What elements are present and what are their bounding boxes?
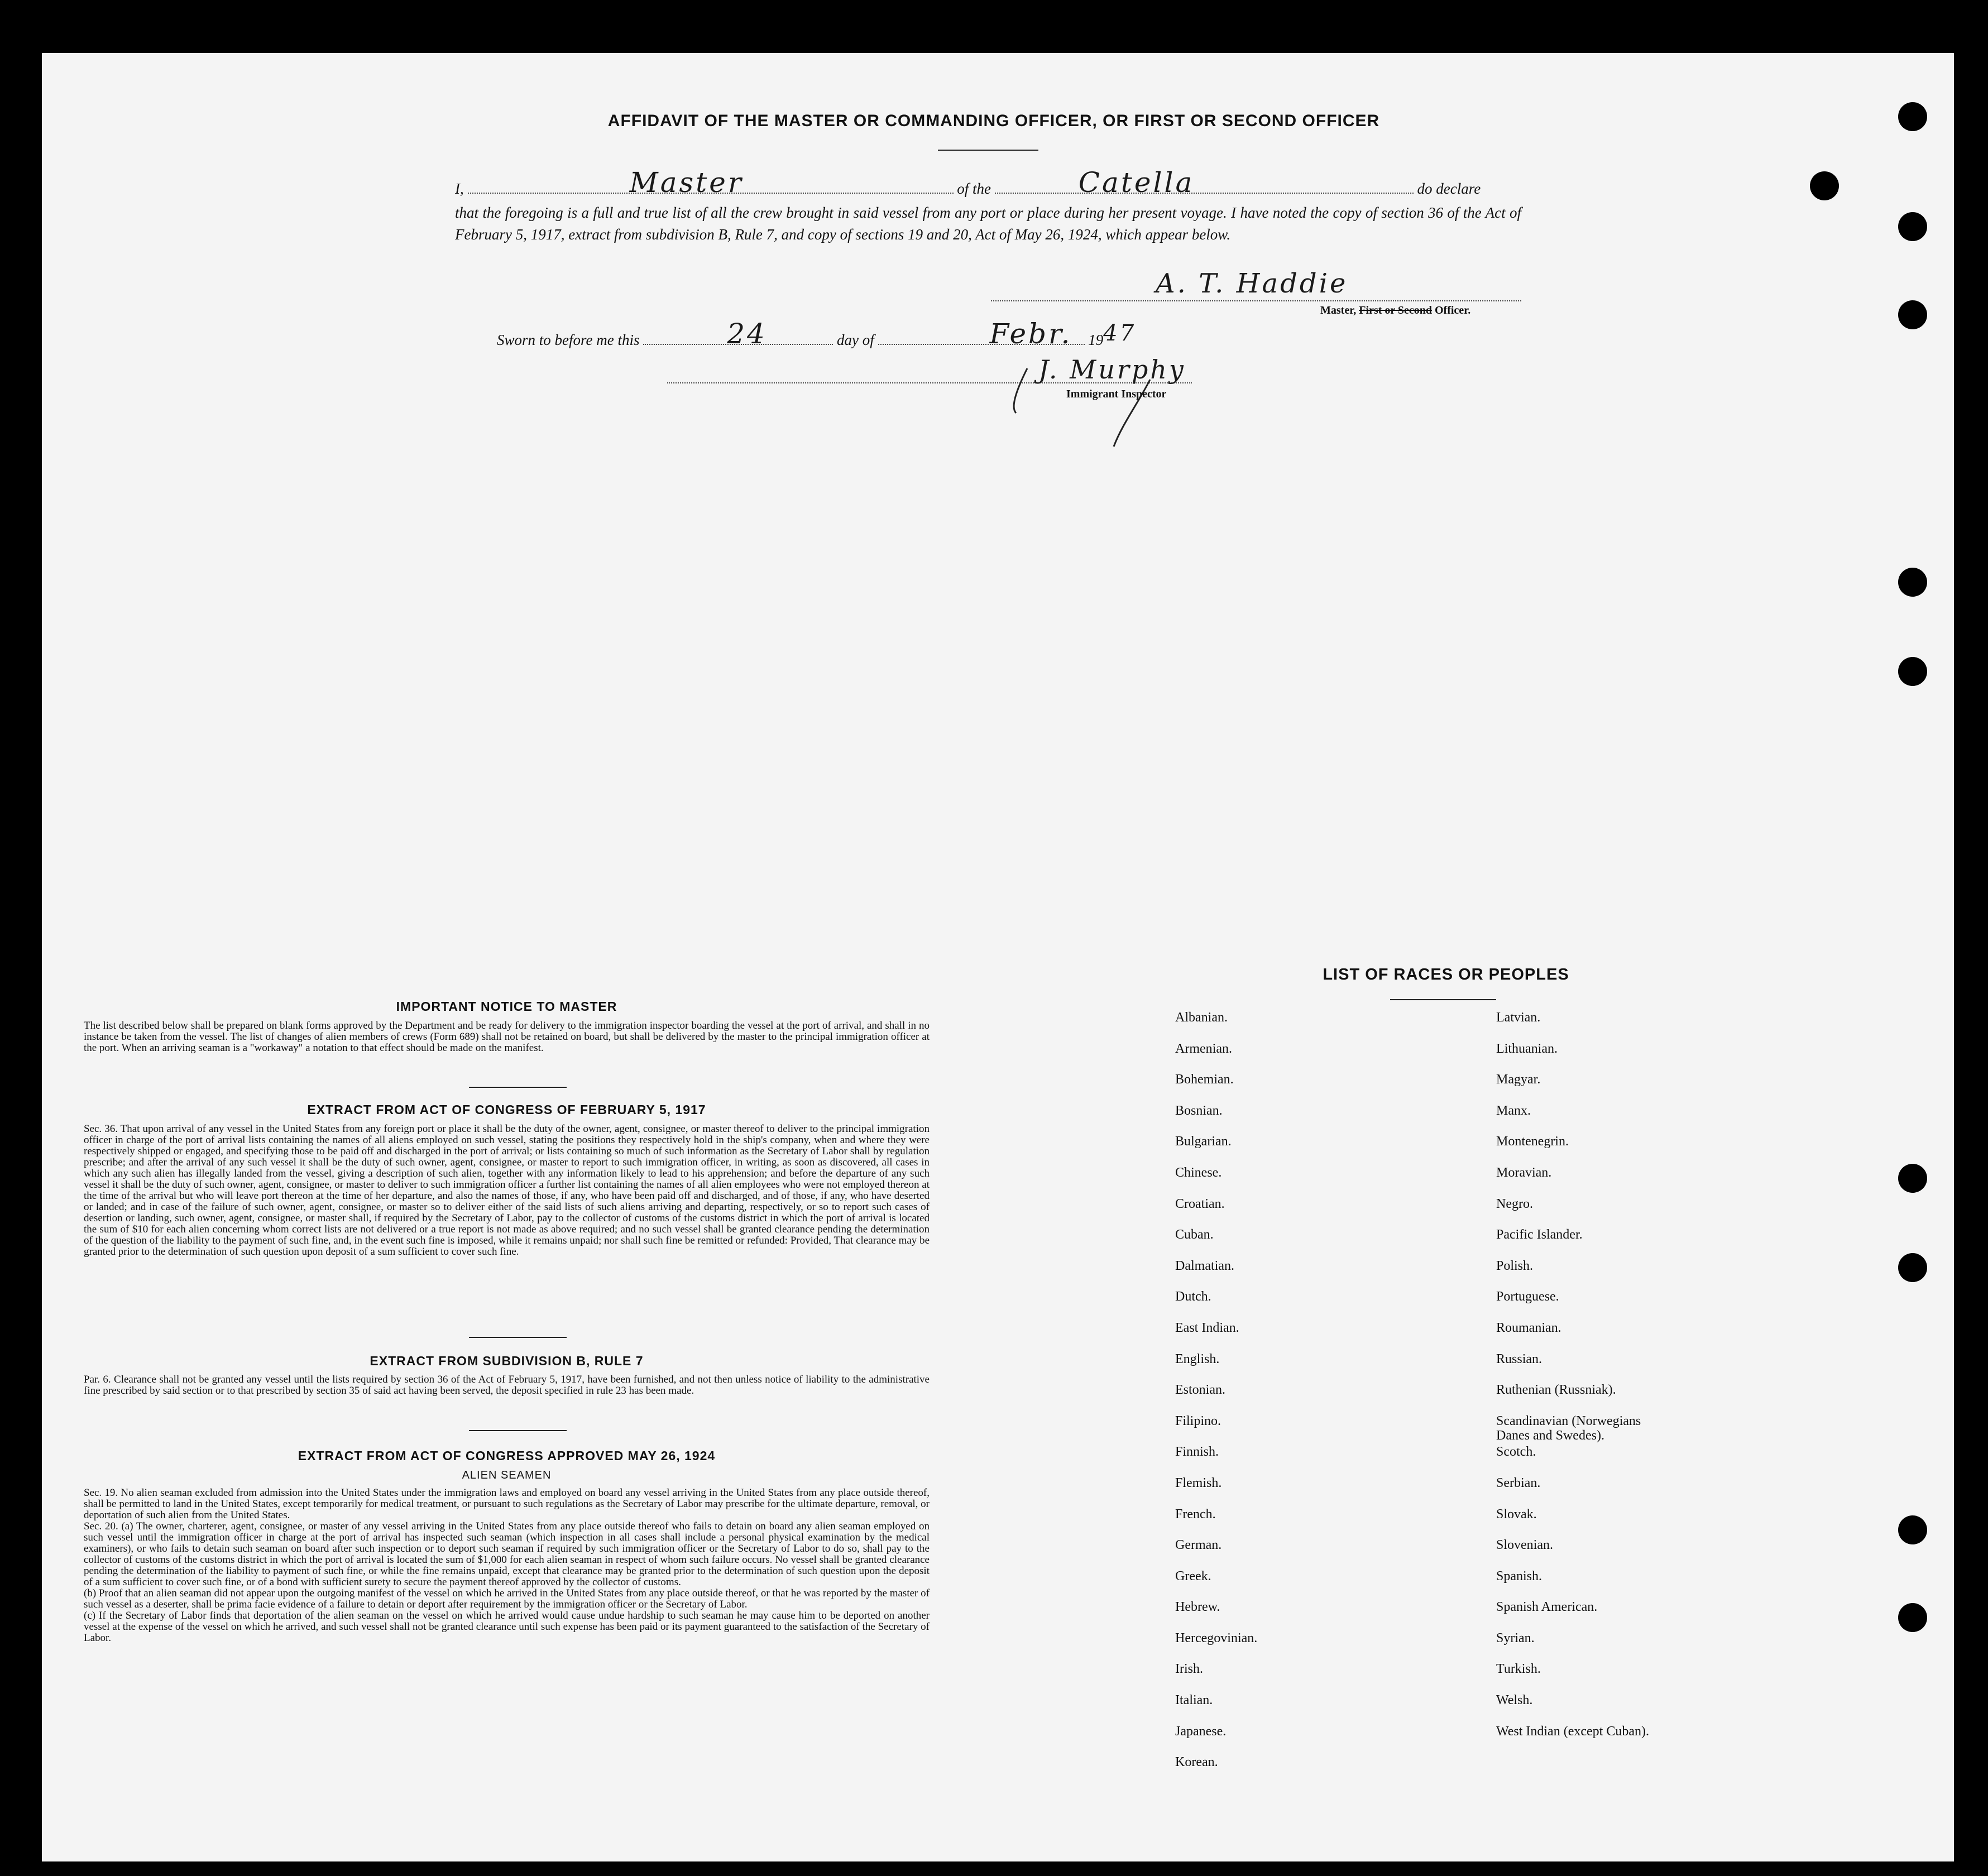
- caption-master: Master,: [1320, 304, 1357, 316]
- inspector-signature-flourish: [1005, 357, 1184, 458]
- races-title: LIST OF RACES OR PEOPLES: [1323, 966, 1569, 983]
- race-item: Pacific Islander.: [1496, 1227, 1583, 1242]
- race-item: Estonian.: [1175, 1383, 1225, 1398]
- race-item: Welsh.: [1496, 1693, 1533, 1708]
- declaration-prefix: I,: [455, 180, 464, 197]
- punch-hole: [1898, 1164, 1927, 1193]
- sworn-mid: day of: [837, 332, 874, 348]
- race-item: Slovak.: [1496, 1506, 1537, 1522]
- inspector-caption: Immigrant Inspector: [1066, 388, 1167, 400]
- sworn-year-printed: 19: [1088, 332, 1104, 348]
- handwritten-rank: Master: [629, 166, 744, 199]
- race-item: Magyar.: [1496, 1072, 1541, 1087]
- caption-officer: Officer.: [1434, 304, 1471, 316]
- race-item: Slovenian.: [1496, 1538, 1553, 1553]
- race-item: Dalmatian.: [1175, 1258, 1234, 1273]
- punch-hole: [1898, 212, 1927, 241]
- race-item: Chinese.: [1175, 1165, 1222, 1180]
- race-item: Syrian.: [1496, 1630, 1535, 1645]
- race-item: Irish.: [1175, 1662, 1203, 1677]
- inspector-signature: J. Murphy: [1038, 354, 1186, 385]
- handwritten-vessel: Catella: [1078, 166, 1195, 199]
- day-fill-line: [643, 318, 833, 350]
- race-item: Roumanian.: [1496, 1320, 1561, 1335]
- vessel-fill-line: [995, 166, 1414, 199]
- races-divider: [1390, 999, 1496, 1000]
- race-item: Lithuanian.: [1496, 1041, 1558, 1056]
- punch-hole: [1898, 1253, 1927, 1282]
- extract2-divider: [469, 1430, 567, 1431]
- master-signature-line: [991, 300, 1521, 301]
- race-item: Manx.: [1496, 1103, 1531, 1118]
- race-item: Turkish.: [1496, 1662, 1541, 1677]
- race-item: Greek.: [1175, 1568, 1211, 1584]
- declaration-body: that the foregoing is a full and true list of all the crew brought in said vessel from any port or place during her present voyage. I have noted the copy of section 36 of the Act of February 5, 1917, extract from subdivision B, Rule 7, and copy of sections 19 and 20, Act of May 26, 1924, which appear below.: [455, 204, 1521, 243]
- race-item: Albanian.: [1175, 1010, 1228, 1025]
- race-item: English.: [1175, 1351, 1220, 1366]
- punch-hole: [1810, 171, 1839, 200]
- race-item: Korean.: [1175, 1755, 1218, 1770]
- race-item: Serbian.: [1496, 1475, 1541, 1490]
- race-item: Croatian.: [1175, 1196, 1225, 1211]
- notice-body: The list described below shall be prepared on blank forms approved by the Department and be ready for delivery to the immigration inspector boarding the vessel at the port of arrival, and shall in no instance be taken from the vessel. The list of changes of alien members of crews (Form 689) shall not be retained on board, but shall be delivered by the master to the principal immigration officer at the port. When an arriving seaman is a "workaway" a notation to that effect should be made on the manifest.: [84, 1020, 930, 1054]
- race-item: Polish.: [1496, 1258, 1534, 1273]
- race-item: Bosnian.: [1175, 1103, 1223, 1118]
- race-item: East Indian.: [1175, 1320, 1239, 1335]
- race-item: Spanish American.: [1496, 1600, 1598, 1615]
- punch-hole: [1898, 657, 1927, 686]
- race-item: Dutch.: [1175, 1289, 1211, 1304]
- race-item: Flemish.: [1175, 1475, 1222, 1490]
- race-item: Portuguese.: [1496, 1289, 1559, 1304]
- race-item: German.: [1175, 1538, 1222, 1553]
- handwritten-day: 24: [727, 318, 767, 350]
- race-item: Negro.: [1496, 1196, 1533, 1211]
- races-left-column: [1175, 1010, 1257, 1786]
- race-item: Montenegrin.: [1496, 1134, 1569, 1149]
- notice-title: IMPORTANT NOTICE TO MASTER: [396, 999, 617, 1014]
- punch-hole: [1898, 102, 1927, 131]
- races-right-column: [1496, 1010, 1649, 1755]
- race-item: Armenian.: [1175, 1041, 1232, 1056]
- extract3-body: Sec. 19. No alien seaman excluded from admission into the United States under the immigration laws and employed on board any vessel arriving in the United States from any place outside thereof, shall be permitted to land in the United States, except temporarily for medical treatment, or pursuant to such regulations as the Secretary of Labor may prescribe for the ultimate departure, removal, or deportation of such alien from the United States. Sec. 20. (a) The owner, charterer, agent, consignee, or master of any vessel arriving in the United States from any place outside thereof who fails to detain on board any alien seaman employed on such vessel until the immigration officer in charge at the port of arrival has inspected such seaman (which inspection in all cases shall include a personal physical examination by the medical examiners), or who fails to detain such seaman on board after such inspection or to deport such seaman if required by such immigration officer or the Secretary of Labor to do so, shall pay to the collector of customs of the customs district in which the port of arrival is located the sum of $1,000 for each alien seaman in respect of whom such failure occurs. No vessel shall be granted clearance pending the determination of the liability to payment of such fine, or while the fine remains unpaid, except that clearance may be granted prior to the determination of such question upon the deposit of a sum sufficient to cover such fine, or of a bond with sufficient surety to secure the payment thereof approved by the collector of customs. (b) Proof that an alien seaman did not appear upon the outgoing manifest of the vessel on which he arrived in the United States from any place outside thereof, or that he was reported by the master of such vessel as a deserter, shall be prima facie evidence of a failure to detain or deport after requirement by the immigration officer or the Secretary of Labor. (c) If the Secretary of Labor finds that deportation of the alien seaman on the vessel on which he arrived would cause undue hardship to such seaman he may cause him to be deported on another vessel at the expense of the vessel on which he arrived, and such vessel shall not be granted clearance until such expense has been paid or its payment guaranteed to the satisfaction of the Secretary of Labor.: [84, 1487, 930, 1644]
- sworn-line: [497, 318, 1223, 351]
- extract2-title: EXTRACT FROM SUBDIVISION B, RULE 7: [370, 1354, 644, 1368]
- race-item: Finnish.: [1175, 1445, 1219, 1460]
- race-item: Cuban.: [1175, 1227, 1214, 1242]
- race-item: Russian.: [1496, 1351, 1543, 1366]
- race-item: Scotch.: [1496, 1445, 1536, 1460]
- declaration-suffix: do declare: [1417, 180, 1481, 197]
- declaration-line: [455, 166, 1521, 200]
- rank-fill-line: [468, 166, 954, 199]
- race-item: Italian.: [1175, 1693, 1213, 1708]
- master-signature: A. T. Haddie: [1156, 268, 1348, 299]
- extract1-title: EXTRACT FROM ACT OF CONGRESS OF FEBRUARY 5, 1917: [307, 1102, 706, 1117]
- extract3-title: EXTRACT FROM ACT OF CONGRESS APPROVED MAY 26, 1924: [298, 1448, 716, 1463]
- handwritten-year: 47: [1103, 320, 1137, 346]
- extract2-body: Par. 6. Clearance shall not be granted any vessel until the lists required by section 36 of the Act of February 5, 1917, have been furnished, and not then unless notice of liability to the administrative fine prescribed by said section or to that prescribed by section 35 of said act having been served, the deposit specified in rule 23 has been made.: [84, 1374, 930, 1397]
- race-item: Ruthenian (Russniak).: [1496, 1383, 1616, 1398]
- race-item: Latvian.: [1496, 1010, 1541, 1025]
- punch-hole: [1898, 568, 1927, 597]
- notice-divider: [469, 1087, 567, 1088]
- title-divider: [938, 150, 1038, 151]
- master-signature-caption: [1320, 304, 1470, 317]
- extract1-body: Sec. 36. That upon arrival of any vessel in the United States from any foreign port or place it shall be the duty of the owner, agent, consignee, or master thereof to deliver to the principal immigration officer in charge of the port of arrival lists containing the names of all aliens employed on such vessel, stating the positions they respectively hold in the ship's company, when and where they were respectively shipped or engaged, and specifying those to be paid off and discharged in the port of arrival; or lists containing so much of such information as the Secretary of Labor shall by regulation prescribe; and after the arrival of any such vessel it shall be the duty of such owner, agent, consignee, or master to report to such immigration officer, in writing, as soon as discovered, all cases in which any such alien has illegally landed from the vessel, giving a description of such alien, together with any information likely to lead to his apprehension; and before the departure of any such vessel it shall be the duty of such owner, agent, consignee, or master to deliver to such immigration officer a further list containing the names of all alien employees who were not employed thereon at the time of the arrival but who will leave port thereon at the time of her departure, and also the names of those, if any, who have been paid off and discharged, and of those, if any, who have deserted or landed; and in case of the failure of such owner, agent, consignee, or master so to deliver either of the said lists of such aliens arriving and departing, respectively, or so to report such cases of desertion or landing, such owner, agent, consignee, or master shall, if required by the Secretary of Labor, pay to the collector of customs of the customs district in which the port of arrival is located the sum of $10 for each alien concerning whom correct lists are not delivered or a true report is not made as above required; and no such vessel shall be granted clearance pending the determination of the question of the liability to the payment of such fine, and, in the event such fine is imposed, while it remains unpaid; nor shall such fine be remitted or refunded: Provided, That clearance may be granted prior to the determination of such question upon deposit of a sum sufficient to cover such fine.: [84, 1123, 930, 1258]
- race-item: Filipino.: [1175, 1413, 1221, 1428]
- extract1-divider: [469, 1337, 567, 1338]
- race-item: Hercegovinian.: [1175, 1630, 1258, 1645]
- race-item: West Indian (except Cuban).: [1496, 1724, 1649, 1739]
- affidavit-title: AFFIDAVIT OF THE MASTER OR COMMANDING OFFICER, OR FIRST OR SECOND OFFICER: [607, 112, 1380, 130]
- punch-hole: [1898, 300, 1927, 329]
- sworn-prefix: Sworn to before me this: [497, 332, 640, 348]
- extract3-subtitle: ALIEN SEAMEN: [462, 1469, 552, 1481]
- declaration-mid: of the: [957, 180, 991, 197]
- race-item: Japanese.: [1175, 1724, 1227, 1739]
- race-item: Scandinavian (Norwegians Danes and Swedes).: [1496, 1413, 1641, 1443]
- punch-hole: [1898, 1515, 1927, 1544]
- race-item: Moravian.: [1496, 1165, 1552, 1180]
- handwritten-month: Febr.: [989, 318, 1072, 350]
- punch-hole: [1898, 1603, 1927, 1632]
- race-item: Bulgarian.: [1175, 1134, 1232, 1149]
- race-item: French.: [1175, 1506, 1216, 1522]
- race-item: Bohemian.: [1175, 1072, 1234, 1087]
- month-fill-line: [878, 318, 1085, 350]
- race-item: Spanish.: [1496, 1568, 1543, 1584]
- race-item: Hebrew.: [1175, 1600, 1220, 1615]
- caption-struck-officer: First or Second: [1359, 304, 1432, 316]
